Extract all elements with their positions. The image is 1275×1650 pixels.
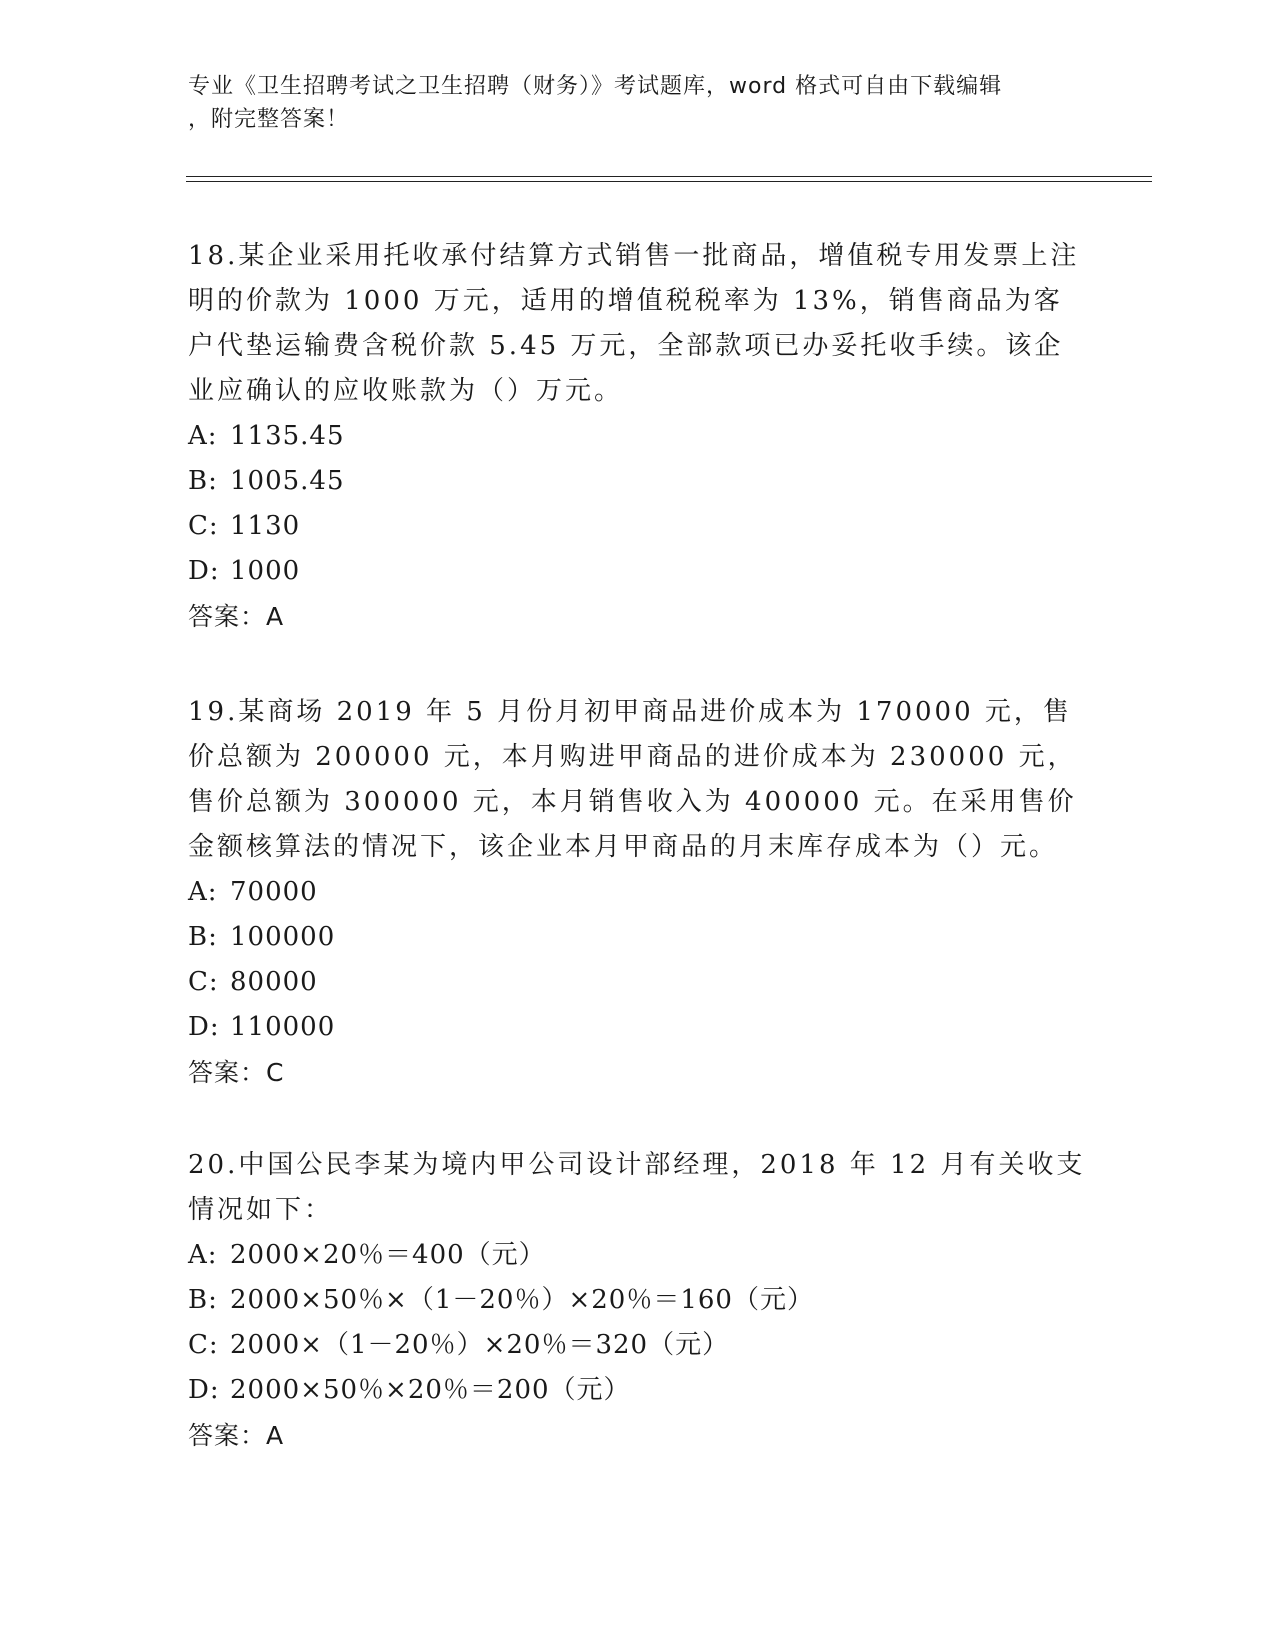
option-key: B: bbox=[188, 922, 218, 952]
question-19 bbox=[188, 690, 1088, 1095]
option-key: A: bbox=[188, 421, 218, 451]
answer-line: 答案：A bbox=[188, 1421, 285, 1450]
option-b bbox=[188, 915, 1088, 960]
option-key: C: bbox=[188, 1330, 219, 1360]
option-d bbox=[188, 549, 1088, 594]
question-stem: 18.某企业采用托收承付结算方式销售一批商品，增值税专用发票上注明的价款为 1000 万元，适用的增值税税率为 13%，销售商品为客户代垫运输费含税价款 5.45 万元，全部款项已办妥托收手续。该企业应确认的应收账款为（）万元。 bbox=[188, 241, 1080, 406]
answer-line: 答案：A bbox=[188, 602, 285, 631]
option-key: C: bbox=[188, 967, 219, 997]
option-key: C: bbox=[188, 511, 219, 541]
option-a bbox=[188, 870, 1088, 915]
document-header bbox=[188, 70, 1088, 136]
option-text: 1000 bbox=[230, 556, 301, 586]
option-text: 2000×50％×20％＝200（元） bbox=[230, 1375, 631, 1405]
option-text: 1130 bbox=[230, 511, 301, 541]
option-text: 80000 bbox=[230, 967, 318, 997]
option-key: B: bbox=[188, 1285, 218, 1315]
option-c bbox=[188, 504, 1088, 549]
option-a bbox=[188, 414, 1088, 459]
option-c bbox=[188, 960, 1088, 1005]
option-d bbox=[188, 1368, 1088, 1413]
option-text: 2000×（1－20％）×20％＝320（元） bbox=[230, 1330, 730, 1360]
option-b bbox=[188, 459, 1088, 504]
option-key: D: bbox=[188, 556, 220, 586]
option-text: 1005.45 bbox=[230, 466, 345, 496]
option-a bbox=[188, 1233, 1088, 1278]
question-18 bbox=[188, 234, 1088, 639]
option-b bbox=[188, 1278, 1088, 1323]
question-20 bbox=[188, 1143, 1088, 1458]
option-key: D: bbox=[188, 1012, 220, 1042]
header-line-1: 专业《卫生招聘考试之卫生招聘（财务）》考试题库，word 格式可自由下载编辑 bbox=[188, 74, 1003, 99]
question-stem: 19.某商场 2019 年 5 月份月初甲商品进价成本为 170000 元，售价总额为 200000 元，本月购进甲商品的进价成本为 230000 元，售价总额为 300000 元，本月销售收入为 400000 元。在采用售价金额核算法的情况下，该企业本月甲商品的月末库存成本为（）元。 bbox=[188, 697, 1077, 862]
option-key: D: bbox=[188, 1375, 220, 1405]
option-text: 110000 bbox=[230, 1012, 336, 1042]
question-stem: 20.中国公民李某为境内甲公司设计部经理，2018 年 12 月有关收支情况如下： bbox=[188, 1150, 1086, 1225]
option-text: 100000 bbox=[230, 922, 336, 952]
option-key: B: bbox=[188, 466, 218, 496]
answer-line: 答案：C bbox=[188, 1058, 285, 1087]
header-line-2: ，附完整答案！ bbox=[188, 107, 350, 132]
header-divider-bottom bbox=[186, 181, 1152, 182]
option-text: 2000×50％×（1－20％）×20％＝160（元） bbox=[230, 1285, 814, 1315]
header-divider-top bbox=[186, 176, 1152, 177]
option-text: 70000 bbox=[230, 877, 318, 907]
option-key: A: bbox=[188, 1240, 218, 1270]
option-c bbox=[188, 1323, 1088, 1368]
option-text: 1135.45 bbox=[230, 421, 345, 451]
option-text: 2000×20％＝400（元） bbox=[230, 1240, 546, 1270]
option-key: A: bbox=[188, 877, 218, 907]
option-d bbox=[188, 1005, 1088, 1050]
